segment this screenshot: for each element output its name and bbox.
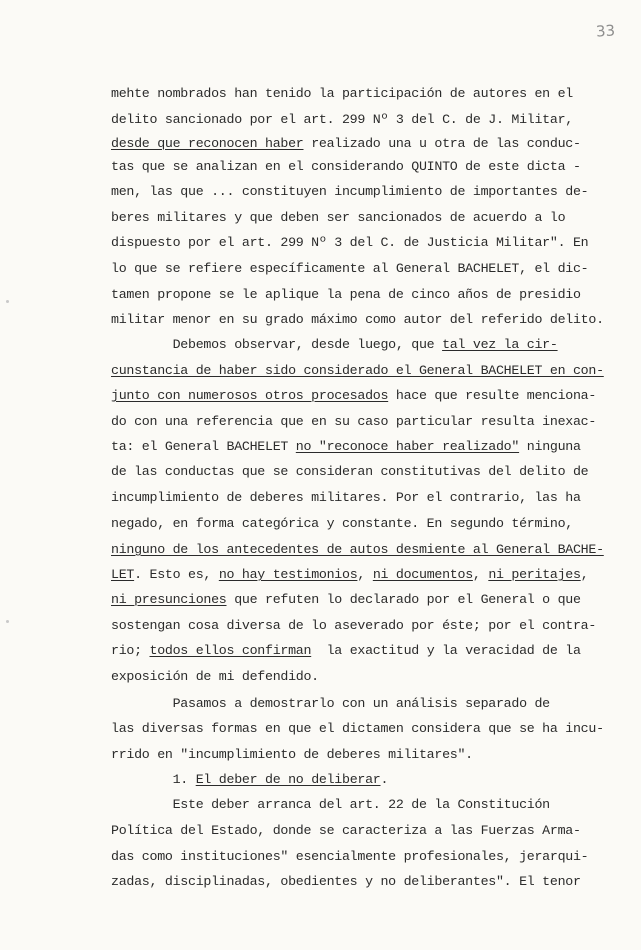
binder-hole-mark [6, 300, 9, 303]
text-line [111, 363, 604, 379]
text-line [111, 669, 319, 685]
text-segment: la exactitud y la veracidad de la [311, 643, 581, 658]
text-segment: . [380, 772, 389, 787]
text-line [111, 337, 558, 353]
text-line [111, 542, 604, 558]
text-segment: Este deber arranca del art. 22 de la Constitución [111, 797, 550, 812]
text-segment: militar menor en su grado máximo como autor del referido delito. [111, 312, 604, 327]
text-segment: rio; [111, 643, 150, 658]
text-segment: ta: el General BACHELET [111, 439, 296, 454]
underlined-text: ninguno de los antecedentes de autos desmiente al General BACHE- [111, 542, 604, 557]
text-line [111, 696, 550, 712]
text-segment: zadas, disciplinadas, obedientes y no deliberantes". El tenor [111, 874, 581, 889]
underlined-text: ni peritajes [488, 567, 581, 582]
underlined-text: El deber de no deliberar [195, 772, 381, 787]
text-line [111, 823, 581, 839]
text-line [111, 516, 573, 532]
text-segment: incumplimiento de deberes militares. Por el contrario, las ha [111, 490, 581, 505]
underlined-text: junto con numerosos otros procesados [111, 388, 389, 403]
text-line [111, 464, 588, 480]
text-line [111, 772, 388, 788]
text-segment: . Esto es, [134, 567, 219, 582]
text-segment: dispuesto por el art. 299 Nº 3 del C. de Justicia Militar". En [111, 235, 589, 250]
text-segment: , [357, 567, 373, 582]
text-segment: rrido en "incumplimiento de deberes militares". [111, 747, 473, 762]
text-segment: hace que resulte menciona- [388, 388, 597, 403]
text-line [111, 136, 581, 152]
text-line [111, 312, 604, 328]
text-segment: delito sancionado por el art. 299 Nº 3 del C. de J. Militar, [111, 112, 573, 127]
text-segment: sostengan cosa diversa de lo aseverado por éste; por el contra- [111, 618, 597, 633]
text-line [111, 287, 581, 303]
underlined-text: ni documentos [372, 567, 473, 582]
text-segment: Pasamos a demostrarlo con un análisis separado de [111, 696, 550, 711]
text-line [111, 490, 581, 506]
text-line [111, 388, 596, 404]
text-segment: das como instituciones" esencialmente profesionales, jerarqui- [111, 849, 589, 864]
text-line [111, 849, 588, 865]
underlined-text: tal vez la cir- [442, 337, 558, 352]
underlined-text: ni presunciones [111, 592, 227, 607]
text-line [111, 592, 581, 608]
text-segment: mehte nombrados han tenido la participación de autores en el [111, 86, 573, 101]
text-segment: de las conductas que se consideran constitutivas del delito de [111, 464, 589, 479]
text-segment: do con una referencia que en su caso particular resulta inexac- [111, 414, 597, 429]
text-line [111, 643, 581, 659]
text-segment: negado, en forma categórica y constante. En segundo término, [111, 516, 573, 531]
underlined-text: cunstancia de haber sido considerado el General BACHELET en con- [111, 363, 604, 378]
text-line [111, 414, 596, 430]
text-line [111, 874, 581, 890]
text-segment: , [580, 567, 589, 582]
underlined-text: todos ellos confirman [149, 643, 312, 658]
text-segment: ninguna [519, 439, 581, 454]
text-segment: exposición de mi defendido. [111, 669, 319, 684]
text-segment: tas que se analizan en el considerando QUINTO de este dicta - [111, 159, 581, 174]
text-segment: Política del Estado, donde se caracteriza a las Fuerzas Arma- [111, 823, 581, 838]
text-line [111, 112, 573, 128]
text-line [111, 235, 588, 251]
text-segment: realizado una u otra de las conduc- [303, 136, 581, 151]
underlined-text: LET [111, 567, 135, 582]
text-segment: beres militares y que deben ser sancionados de acuerdo a lo [111, 210, 566, 225]
text-line [111, 86, 573, 102]
text-segment: 1. [111, 772, 196, 787]
text-line [111, 721, 604, 737]
text-line [111, 567, 588, 583]
text-segment: lo que se refiere específicamente al General BACHELET, el dic- [111, 261, 589, 276]
underlined-text: no "reconoce haber realizado" [295, 439, 520, 454]
page-number: 33 [595, 21, 616, 41]
text-segment: las diversas formas en que el dictamen considera que se ha incu- [111, 721, 604, 736]
text-segment: Debemos observar, desde luego, que [111, 337, 443, 352]
text-line [111, 439, 581, 455]
text-segment: que refuten lo declarado por el General o que [226, 592, 581, 607]
text-line [111, 210, 565, 226]
text-segment: , [472, 567, 489, 582]
text-segment: tamen propone se le aplique la pena de cinco años de presidio [111, 287, 581, 302]
text-line [111, 159, 581, 175]
underlined-text: desde que reconocen haber [111, 136, 304, 151]
text-line [111, 797, 550, 813]
text-line [111, 747, 473, 763]
text-line [111, 261, 588, 277]
text-line [111, 184, 588, 200]
binder-hole-mark [6, 620, 9, 623]
text-segment: men, las que ... constituyen incumplimiento de importantes de- [111, 184, 589, 199]
underlined-text: no hay testimonios [218, 567, 358, 582]
text-line [111, 618, 596, 634]
